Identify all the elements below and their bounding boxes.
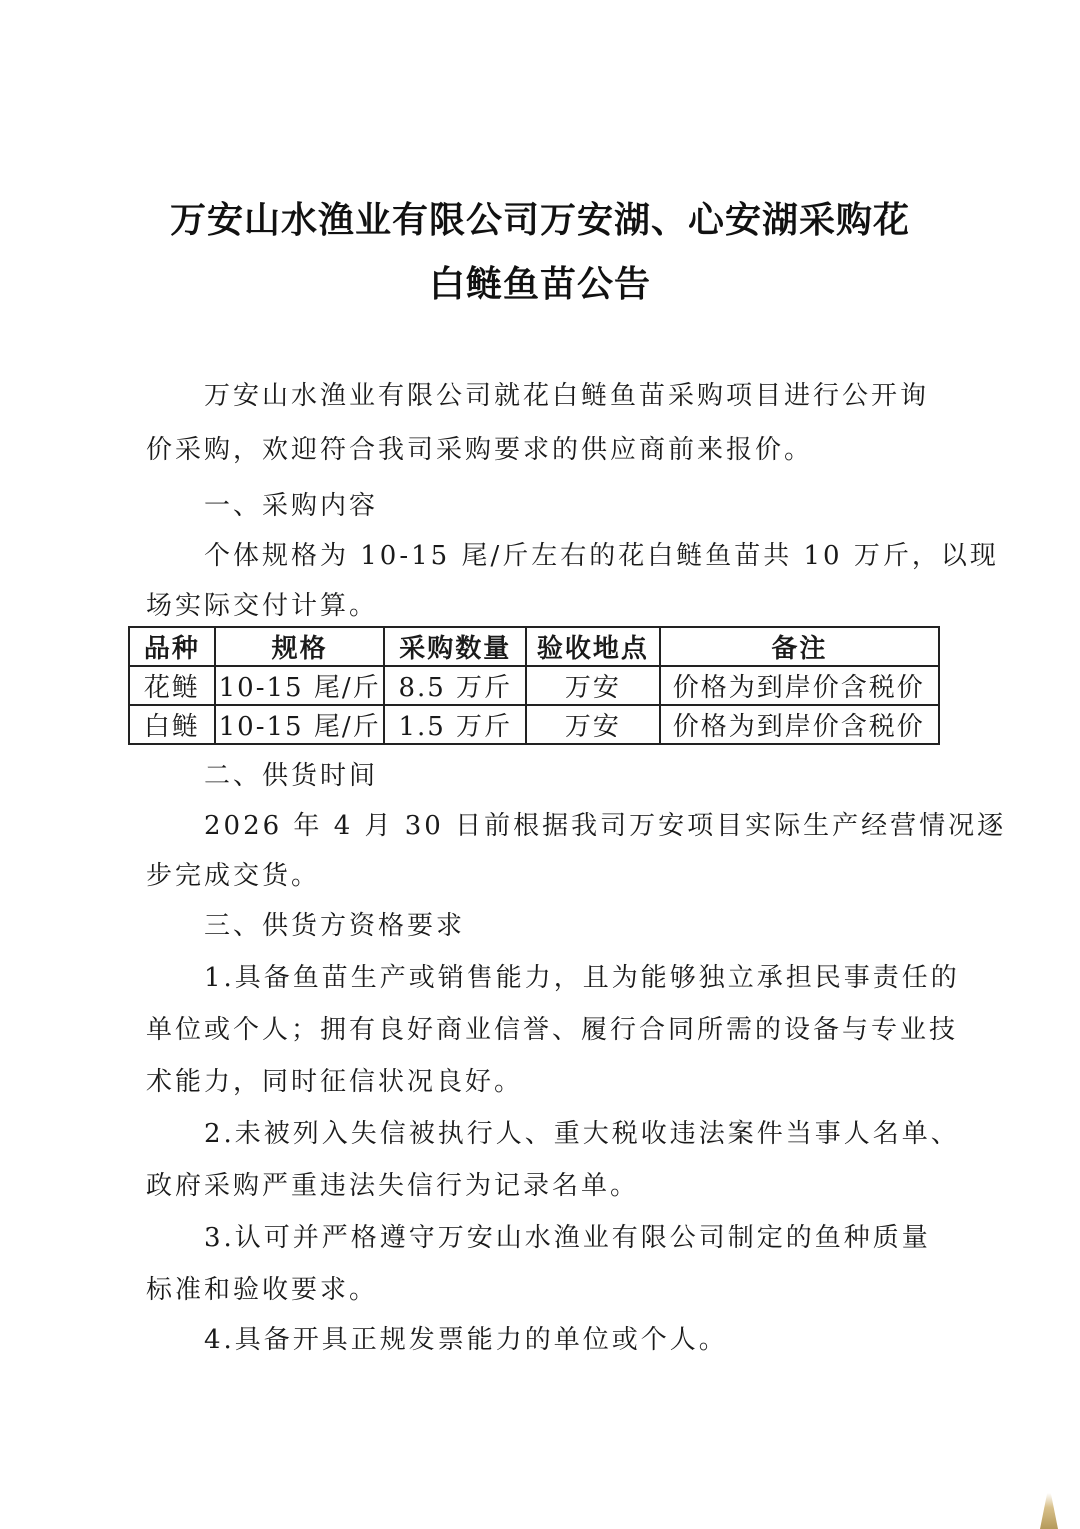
intro-paragraph-line-2: 价采购，欢迎符合我司采购要求的供应商前来报价。 [146, 435, 814, 465]
table-row [129, 705, 939, 744]
requirement-2-line-1: 2.未被列入失信被执行人、重大税收违法案件当事人名单、 [204, 1119, 960, 1149]
table-cell-location: 万安 [526, 666, 660, 705]
requirement-1-line-2: 单位或个人；拥有良好商业信誉、履行合同所需的设备与专业技 [146, 1015, 959, 1045]
requirement-3-line-2: 标准和验收要求。 [146, 1275, 379, 1305]
requirement-1-line-1: 1.具备鱼苗生产或销售能力，且为能够独立承担民事责任的 [204, 963, 960, 993]
table-header-row [129, 627, 939, 666]
requirement-2-line-2: 政府采购严重违法失信行为记录名单。 [146, 1171, 640, 1201]
section-2-line-2: 步完成交货。 [146, 861, 321, 891]
table-cell-remark: 价格为到岸价含税价 [660, 666, 939, 705]
table-cell-remark: 价格为到岸价含税价 [660, 705, 939, 744]
table-cell-spec: 10-15 尾/斤 [215, 705, 385, 744]
table-header-quantity: 采购数量 [384, 627, 526, 666]
section-2-line-1: 2026 年 4 月 30 日前根据我司万安项目实际生产经营情况逐 [204, 811, 1007, 841]
requirement-3-line-1: 3.认可并严格遵守万安山水渔业有限公司制定的鱼种质量 [204, 1223, 931, 1253]
table-header-remark: 备注 [660, 627, 939, 666]
table-header-variety: 品种 [129, 627, 215, 666]
document-title-line-1: 万安山水渔业有限公司万安湖、心安湖采购花 [169, 199, 910, 241]
section-1-line-1: 个体规格为 10-15 尾/斤左右的花白鲢鱼苗共 10 万斤，以现 [204, 541, 999, 571]
section-1-heading: 一、采购内容 [204, 491, 379, 521]
section-3-heading: 三、供货方资格要求 [204, 911, 466, 941]
purchase-table [128, 626, 940, 745]
table-header-location: 验收地点 [526, 627, 660, 666]
requirement-4-line-1: 4.具备开具正规发票能力的单位或个人。 [204, 1325, 728, 1355]
table-header-spec: 规格 [215, 627, 385, 666]
document-title-line-2: 白鲢鱼苗公告 [428, 263, 651, 305]
table-cell-quantity: 8.5 万斤 [384, 666, 526, 705]
table-cell-spec: 10-15 尾/斤 [215, 666, 385, 705]
table-cell-variety: 白鲢 [129, 705, 215, 744]
intro-paragraph-line-1: 万安山水渔业有限公司就花白鲢鱼苗采购项目进行公开询 [204, 381, 930, 411]
table-cell-variety: 花鲢 [129, 666, 215, 705]
table-cell-location: 万安 [526, 705, 660, 744]
requirement-1-line-3: 术能力，同时征信状况良好。 [146, 1067, 524, 1097]
table-cell-quantity: 1.5 万斤 [384, 705, 526, 744]
section-1-line-2: 场实际交付计算。 [146, 591, 379, 621]
table-row [129, 666, 939, 705]
section-2-heading: 二、供货时间 [204, 761, 379, 791]
scan-edge-mark [1040, 1493, 1058, 1529]
